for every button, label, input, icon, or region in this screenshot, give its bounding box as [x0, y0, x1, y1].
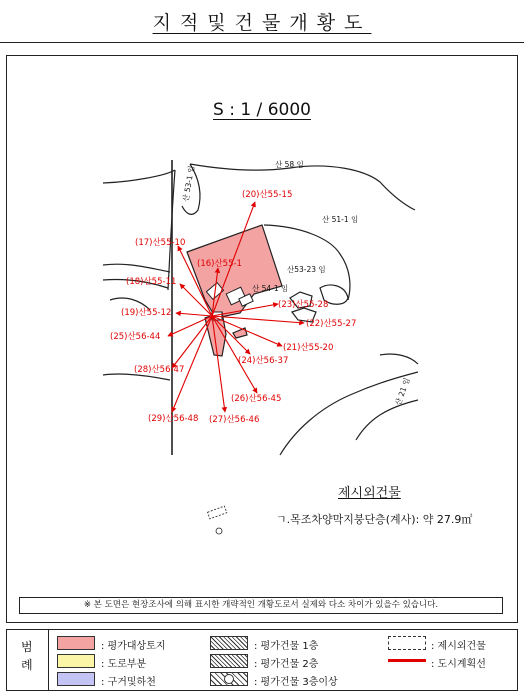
parcel-label: 산 21 임	[393, 376, 412, 407]
legend-item: : 제시외건물	[431, 641, 486, 652]
photo-point-label: (16)산55-1	[197, 259, 242, 269]
parcel-label: 산 51-1 임	[322, 215, 359, 224]
photo-point-label: (23)산55-28	[278, 300, 329, 310]
photo-point-label: (25)산56-44	[110, 332, 161, 342]
photo-point-label: (21)산55-20	[283, 343, 334, 353]
legend-title: 범례	[21, 640, 33, 672]
swatch-building-2f	[210, 654, 248, 668]
swatch-building-3f	[210, 672, 248, 686]
page-title: 지적및건물개황도	[152, 12, 372, 34]
excluded-building-symbol	[208, 506, 227, 534]
photo-point-label: (19)산55-12	[121, 308, 172, 318]
swatch-waterway	[57, 672, 95, 686]
legend-item: : 평가대상토지	[101, 641, 166, 652]
legend-item: : 도시계획선	[431, 659, 486, 670]
road-outline	[103, 170, 175, 290]
legend-item: : 평가건물 2층	[254, 659, 319, 670]
parcel-label: 산53-23 임	[287, 265, 326, 274]
parcel-label: 산 54-1 임	[252, 284, 289, 293]
boundary-bottom	[280, 372, 418, 455]
swatch-subject-land	[57, 636, 95, 650]
photo-point-label: (20)산55-15	[242, 190, 293, 200]
legend-divider	[48, 630, 49, 690]
legend-item: : 구거및하천	[101, 677, 156, 688]
excluded-building-title: 제시외건물	[338, 486, 401, 501]
photo-point-label: (24)산56-37	[238, 356, 289, 366]
legend-item: : 평가건물 3층이상	[254, 677, 338, 688]
photo-point-label: (22)산55-27	[306, 319, 357, 329]
legend-item: : 평가건물 1층	[254, 641, 319, 652]
photo-point-label: (28)산56-47	[134, 365, 185, 375]
photo-point-label: (18)산55-11	[126, 277, 177, 287]
boundary-right-low	[356, 400, 418, 440]
swatch-excluded-building	[388, 636, 426, 650]
swatch-building-1f	[210, 636, 248, 650]
swatch-road	[57, 654, 95, 668]
excluded-building-desc: ㄱ.목조차양막지붕단층(계사): 약 27.9㎡	[276, 513, 473, 526]
legend	[6, 629, 518, 691]
swatch-urban-plan-line	[388, 659, 426, 662]
photo-point-label: (26)산56-45	[231, 394, 282, 404]
subject-land-small	[233, 328, 247, 338]
scale-label: S : 1 / 6000	[213, 100, 311, 120]
parcel-label: 산 58 임	[275, 160, 304, 169]
boundary-top	[190, 164, 415, 210]
subject-land-main	[187, 225, 282, 318]
contour-right	[380, 354, 418, 364]
photo-point-label: (17)산55-10	[135, 238, 186, 248]
photo-point-label: (29)산56-48	[148, 414, 199, 424]
parcel-label: 산 53-1 임	[181, 165, 197, 203]
legend-item: : 도로부분	[101, 659, 147, 670]
photo-point-label: (27)산56-46	[209, 415, 260, 425]
notice-box: ※ 본 도면은 현장조사에 의해 표시한 개략적인 개황도로서 실제와 다소 차이가 있을수 있습니다.	[19, 597, 503, 614]
